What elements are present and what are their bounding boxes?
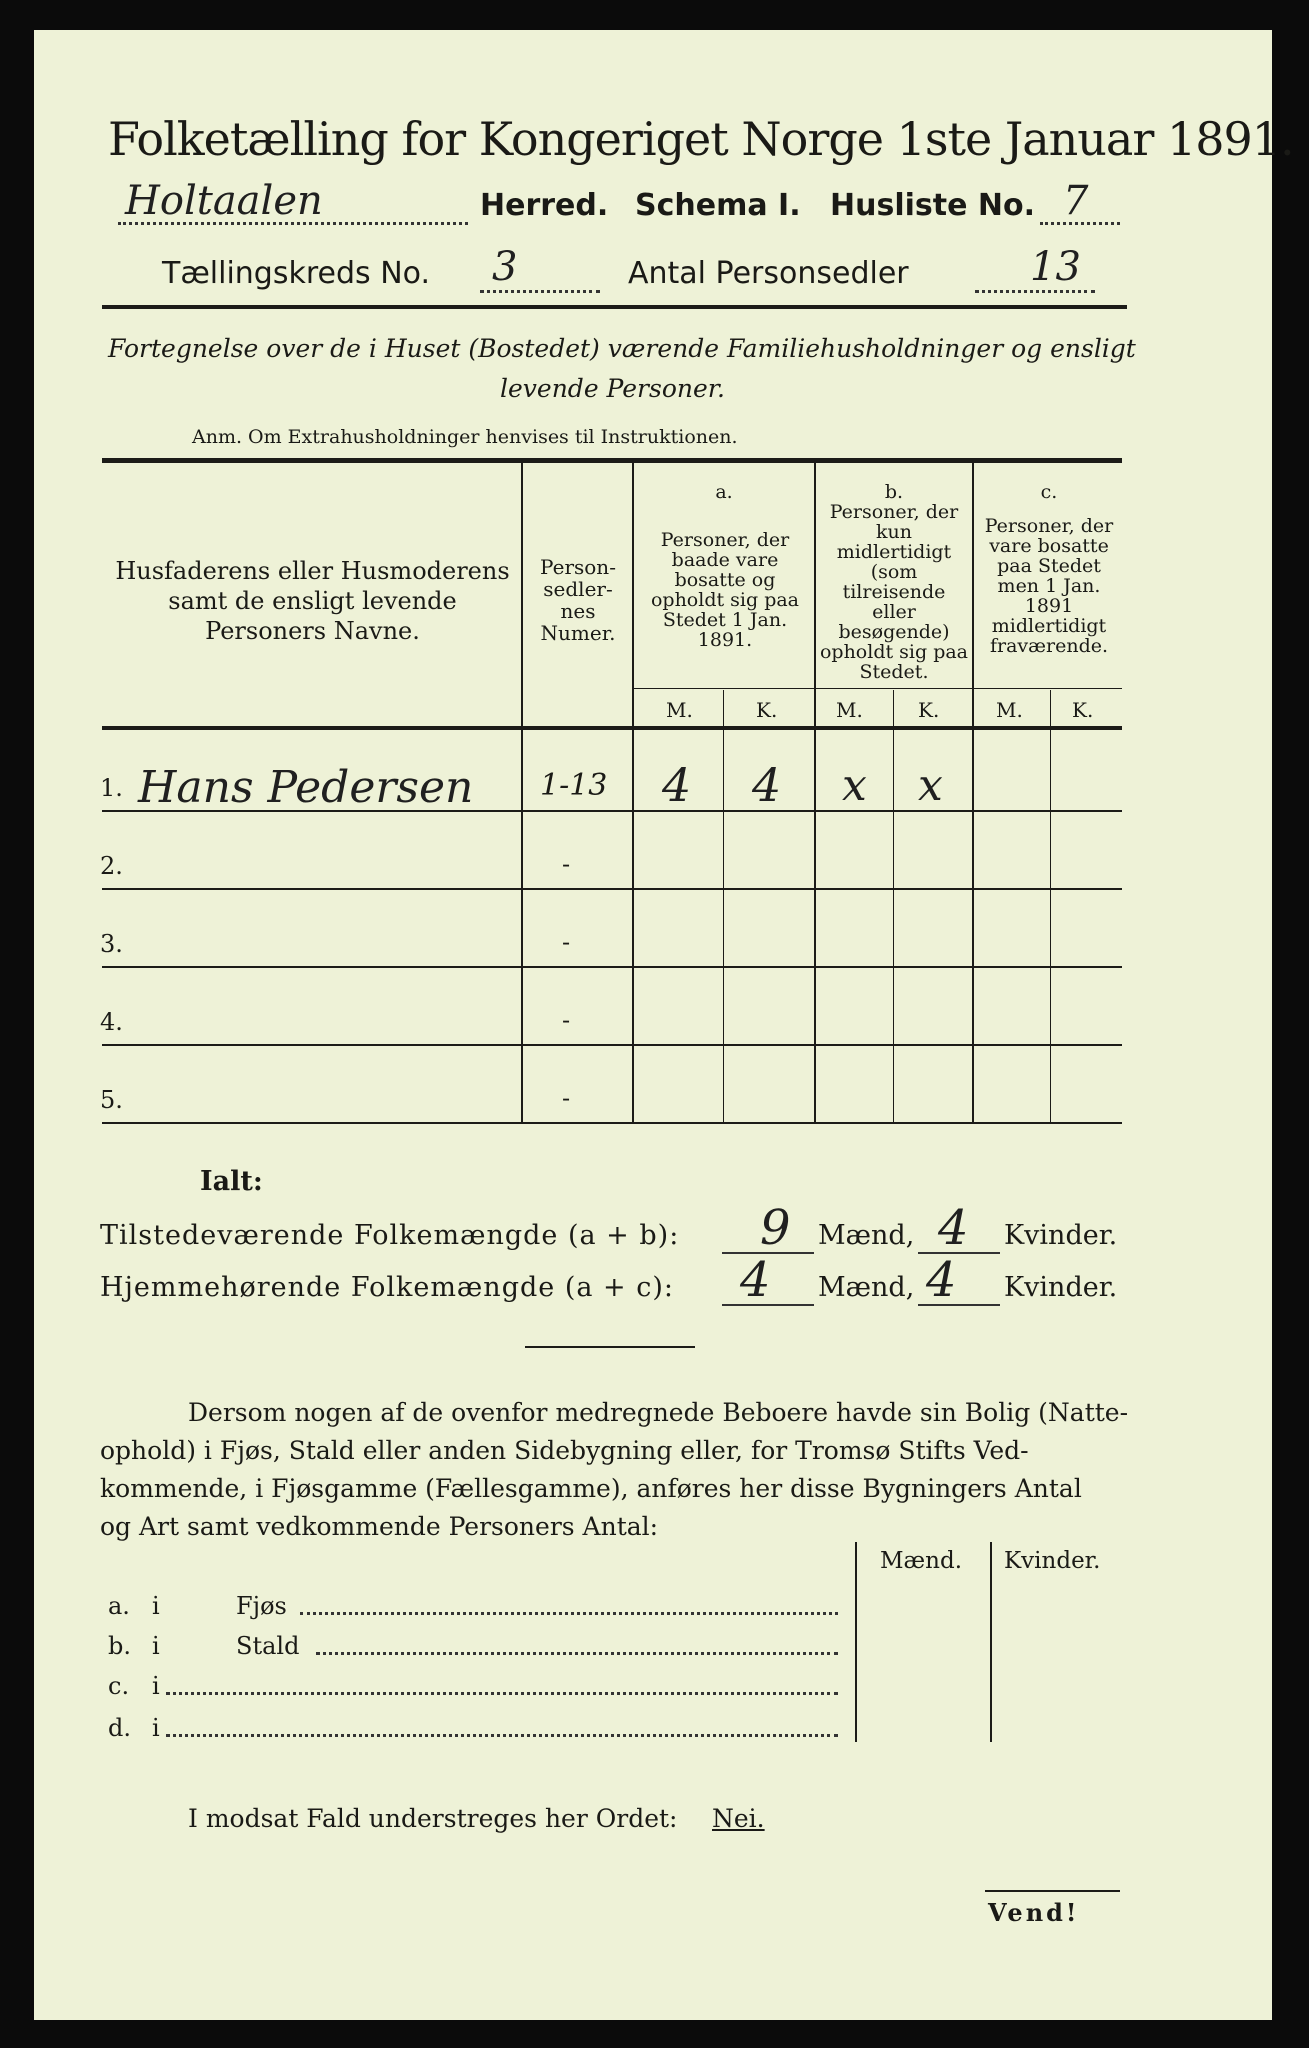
- hjemme-maend: 4: [740, 1252, 771, 1308]
- b-m-label: M.: [836, 698, 863, 722]
- vend-label: Vend!: [988, 1898, 1080, 1927]
- bolig-item-c-letter: c.: [108, 1672, 130, 1700]
- table-row-1-a-k: 4: [752, 758, 782, 812]
- hjemme-kvinder: 4: [926, 1252, 957, 1308]
- divider-names-numer: [521, 462, 523, 1122]
- row-rule-2: [102, 888, 1122, 890]
- table-row-1-a-m: 4: [662, 758, 692, 812]
- bolig-item-d-i: i: [152, 1714, 160, 1742]
- form-title: Folketælling for Kongeriget Norge 1ste Januar 1891.: [108, 112, 1294, 166]
- bolig-para-line-1: Dersom nogen af de ovenfor medregnede Beboere havde sin Bolig (Natte-: [188, 1398, 1129, 1427]
- tilstede-kvinder-word: Kvinder.: [1004, 1220, 1118, 1251]
- col-b-letter: b.: [884, 481, 904, 503]
- col-numer-header: Person-sedler-nes Numer.: [540, 555, 616, 645]
- row-rule-3: [102, 966, 1122, 968]
- kreds-dotline: [480, 290, 600, 293]
- totals-separator: [525, 1346, 695, 1348]
- personsedler-value: 13: [1030, 244, 1081, 290]
- bolig-item-a-dots: [300, 1612, 838, 1615]
- anm-note: Anm. Om Extrahusholdninger henvises til Instruktionen.: [192, 426, 738, 448]
- bolig-item-a-letter: a.: [108, 1592, 130, 1620]
- schema-label: Schema I.: [635, 188, 801, 223]
- divider-a-b: [814, 462, 816, 1122]
- c-k-label: K.: [1072, 698, 1094, 722]
- col-c-text: Personer, der vare bosatte paa Stedet men 1 Jan. 1891 midlertidigt fraværende.: [984, 515, 1114, 657]
- col-c-letter: c.: [1040, 481, 1058, 503]
- table-row-3-numer: -: [562, 928, 571, 956]
- hjemme-maend-word: Mænd,: [818, 1272, 915, 1303]
- kreds-value: 3: [492, 244, 518, 290]
- tilstede-maend-word: Mænd,: [818, 1220, 915, 1251]
- divider-c-mk: [1050, 690, 1051, 1122]
- husliste-dotline: [1040, 222, 1120, 225]
- divider-numer-a: [632, 462, 634, 1122]
- herred-label: Herred.: [480, 188, 609, 223]
- modsat-text: I modsat Fald understreges her Ordet:: [188, 1804, 678, 1833]
- bolig-para-line-3: kommende, i Fjøsgamme (Fællesgamme), anføres her disse Bygningers Antal: [100, 1474, 1082, 1503]
- table-row-3-num: 3.: [100, 930, 123, 958]
- bolig-para-line-2: ophold) i Fjøs, Stald eller anden Sidebygning eller, for Tromsø Stifts Ved-: [100, 1436, 1029, 1465]
- husliste-value: 7: [1063, 178, 1089, 224]
- bolig-item-c-dots: [166, 1692, 838, 1695]
- bolig-maend-header: Mænd.: [880, 1548, 963, 1574]
- hjemme-label: Hjemmehørende Folkemængde (a + c):: [100, 1272, 674, 1303]
- col-b-text: Personer, der kun midlertidigt (som tilreisende eller besøgende) opholdt sig paa Stedet.: [819, 501, 969, 683]
- divider-b-c: [972, 462, 974, 1122]
- ialt-label: Ialt:: [200, 1166, 263, 1197]
- table-row-5-numer: -: [562, 1084, 571, 1112]
- nei-word: Nei.: [712, 1804, 765, 1833]
- row-rule-5: [102, 1122, 1122, 1124]
- c-m-label: M.: [996, 698, 1023, 722]
- table-row-5-num: 5.: [100, 1086, 123, 1114]
- hjemme-maend-line: [722, 1304, 814, 1306]
- table-row-1-b-m: x: [842, 760, 867, 811]
- table-row-1-numer: 1-13: [540, 768, 608, 803]
- herred-dotline: [118, 222, 468, 225]
- table-row-4-numer: -: [562, 1006, 571, 1034]
- col-a-text: Personer, der baade vare bosatte og opholdt sig paa Stedet 1 Jan. 1891.: [650, 529, 800, 651]
- bolig-divider-1: [855, 1542, 857, 1742]
- bolig-item-a-i: i: [152, 1592, 160, 1620]
- husliste-label: Husliste No.: [830, 188, 1035, 223]
- table-row-1-name: Hans Pedersen: [138, 762, 474, 813]
- table-row-1-num: 1.: [100, 774, 123, 802]
- b-k-label: K.: [918, 698, 940, 722]
- personsedler-label: Antal Personsedler: [628, 256, 909, 291]
- tilstede-maend: 9: [760, 1200, 791, 1256]
- table-top-rule: [102, 458, 1122, 463]
- table-row-4-num: 4.: [100, 1008, 123, 1036]
- tilstede-label: Tilstedeværende Folkemængde (a + b):: [100, 1220, 680, 1251]
- table-header-bottom-rule: [102, 726, 1122, 730]
- bolig-para-line-4: og Art samt vedkommende Personers Antal:: [100, 1512, 659, 1541]
- intro-line-2: levende Personer.: [500, 374, 725, 403]
- mk-subheader-rule: [632, 688, 1122, 689]
- divider-a-mk: [723, 690, 724, 1122]
- kreds-label: Tællingskreds No.: [162, 256, 430, 291]
- bolig-item-a-label: Fjøs: [236, 1592, 287, 1620]
- col-a-letter: a.: [715, 481, 733, 503]
- a-k-label: K.: [756, 698, 778, 722]
- hjemme-kvinder-line: [918, 1304, 1000, 1306]
- header-rule: [102, 305, 1127, 309]
- bolig-item-d-dots: [166, 1734, 838, 1737]
- herred-value: Holtaalen: [125, 178, 323, 224]
- bolig-item-d-letter: d.: [108, 1714, 131, 1742]
- bolig-item-b-label: Stald: [236, 1632, 300, 1660]
- bolig-divider-2: [990, 1542, 992, 1742]
- table-row-1-b-k: x: [918, 760, 943, 811]
- hjemme-kvinder-word: Kvinder.: [1004, 1272, 1118, 1303]
- row-rule-4: [102, 1044, 1122, 1046]
- table-row-2-num: 2.: [100, 852, 123, 880]
- col-names-header: Husfaderens eller Husmoderens samt de ensligt levende Personers Navne.: [115, 557, 510, 645]
- table-row-2-numer: -: [562, 850, 571, 878]
- a-m-label: M.: [666, 698, 693, 722]
- bolig-item-b-letter: b.: [108, 1632, 131, 1660]
- bolig-item-c-i: i: [152, 1672, 160, 1700]
- personsedler-dotline: [975, 290, 1095, 293]
- tilstede-kvinder: 4: [938, 1200, 969, 1256]
- intro-line-1: Fortegnelse over de i Huset (Bostedet) værende Familiehusholdninger og ensligt: [108, 334, 1136, 363]
- bolig-item-b-i: i: [152, 1632, 160, 1660]
- bolig-kvinder-header: Kvinder.: [1004, 1548, 1101, 1574]
- vend-rule: [985, 1890, 1120, 1892]
- census-form-page: [34, 30, 1272, 2020]
- divider-b-mk: [893, 690, 894, 1122]
- bolig-item-b-dots: [316, 1652, 838, 1655]
